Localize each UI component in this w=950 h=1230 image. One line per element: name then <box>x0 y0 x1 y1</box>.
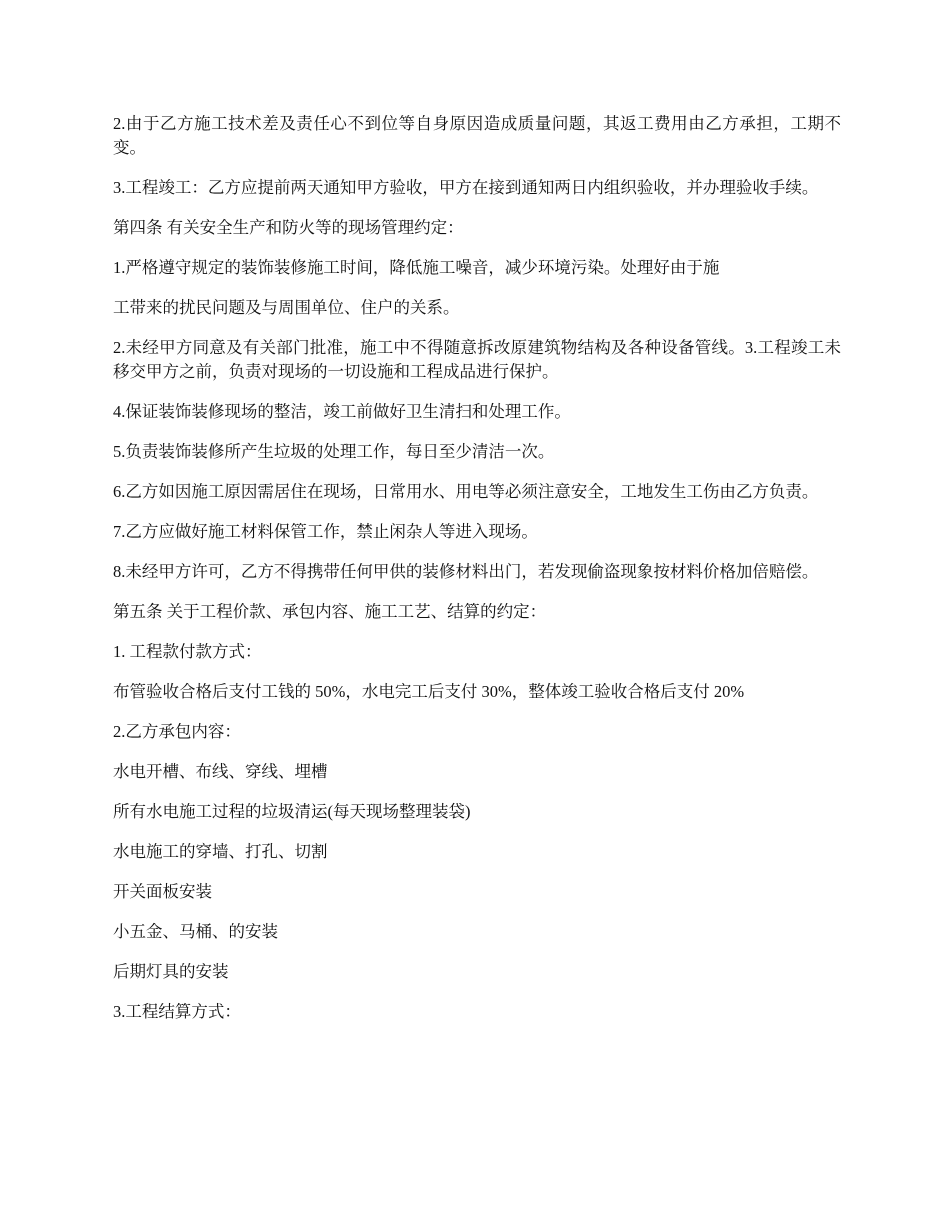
document-page <box>113 112 841 1040</box>
paragraph-neighbor-relations: 工带来的扰民问题及与周围单位、住户的关系。 <box>113 298 460 317</box>
paragraph-material-custody: 7.乙方应做好施工材料保管工作，禁止闲杂人等进入现场。 <box>113 522 538 541</box>
paragraph-structure-protection: 2.未经甲方同意及有关部门批准，施工中不得随意拆改原建筑物结构及各种设备管线。3.工程竣工未移交甲方之前，负责对现场的一切设施和工程成品进行保护。 <box>113 338 841 381</box>
scope-item-waste-removal: 所有水电施工过程的垃圾清运(每天现场整理装袋) <box>113 802 471 821</box>
paragraph-construction-time: 1.严格遵守规定的装饰装修施工时间，降低施工噪音，减少环境污染。处理好由于施 <box>113 258 720 277</box>
paragraph-completion: 3.工程竣工：乙方应提前两天通知甲方验收，甲方在接到通知两日内组织验收，并办理验收手续。 <box>113 178 819 197</box>
paragraph-waste-disposal: 5.负责装饰装修所产生垃圾的处理工作，每日至少清洁一次。 <box>113 442 555 461</box>
section-heading-article-4: 第四条 有关安全生产和防火等的现场管理约定： <box>113 218 464 237</box>
paragraph-rework-cost: 2.由于乙方施工技术差及责任心不到位等自身原因造成质量问题，其返工费用由乙方承担，工期不变。 <box>113 114 841 157</box>
scope-item-switch-panels: 开关面板安装 <box>113 882 212 901</box>
scope-item-hardware-toilet: 小五金、马桶、的安装 <box>113 922 278 941</box>
paragraph-contract-scope-heading: 2.乙方承包内容： <box>113 722 241 741</box>
section-heading-article-5: 第五条 关于工程价款、承包内容、施工工艺、结算的约定： <box>113 602 547 621</box>
scope-item-lighting: 后期灯具的安装 <box>113 962 229 981</box>
paragraph-settlement-heading: 3.工程结算方式： <box>113 1002 241 1021</box>
scope-item-wiring: 水电开槽、布线、穿线、埋槽 <box>113 762 328 781</box>
paragraph-payment-method-heading: 1. 工程款付款方式： <box>113 642 262 661</box>
paragraph-material-theft: 8.未经甲方许可，乙方不得携带任何甲供的装修材料出门，若发现偷盗现象按材料价格加倍赔偿。 <box>113 562 819 581</box>
paragraph-site-cleanliness: 4.保证装饰装修现场的整洁，竣工前做好卫生清扫和处理工作。 <box>113 402 571 421</box>
paragraph-payment-schedule: 布管验收合格后支付工钱的 50%，水电完工后支付 30%，整体竣工验收合格后支付 20% <box>113 682 745 701</box>
scope-item-drilling: 水电施工的穿墙、打孔、切割 <box>113 842 328 861</box>
paragraph-onsite-safety: 6.乙方如因施工原因需居住在现场，日常用水、用电等必须注意安全，工地发生工伤由乙方负责。 <box>113 482 819 501</box>
